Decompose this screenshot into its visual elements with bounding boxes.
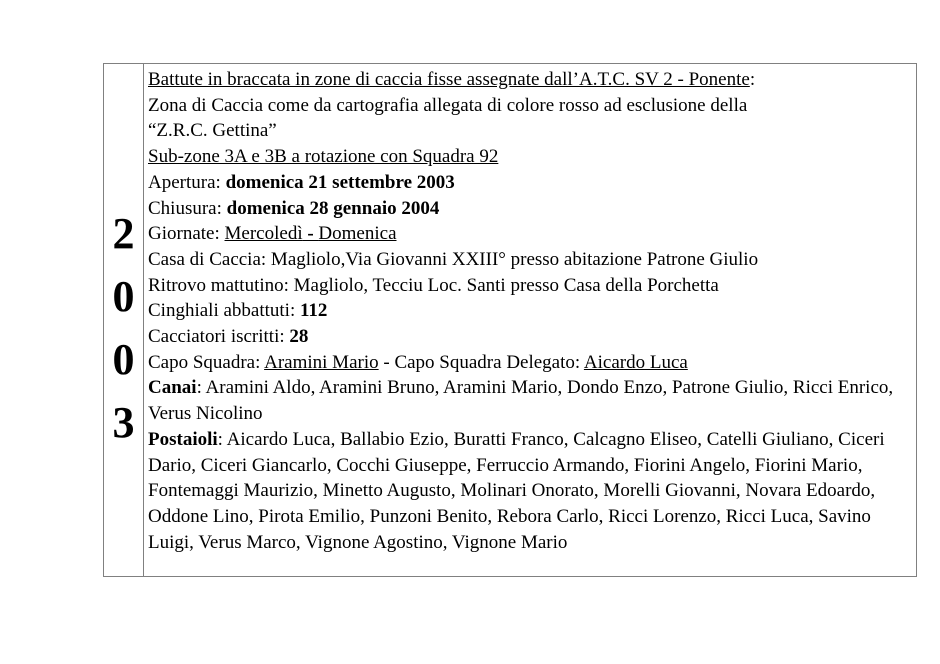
year-digit: 2 xyxy=(112,209,135,258)
hunters-line xyxy=(148,324,912,350)
zone-description: Zona di Caccia come da cartografia allegata di colore rosso ad esclusione della xyxy=(148,94,748,116)
closing-line xyxy=(148,196,912,222)
boars-count: 112 xyxy=(299,300,328,322)
subzones-line xyxy=(148,144,912,170)
hunters-count: 28 xyxy=(289,326,309,348)
zone-exclusion: “Z.R.C. Gettina” xyxy=(148,120,277,142)
day-2: Domenica xyxy=(318,223,397,245)
boars-line xyxy=(148,298,912,324)
postaioli-list: : Aicardo Luca, Ballabio Ezio, Buratti Franco, Calcagno Eliseo, Catelli Giuliano, Ciceri Dario, Ciceri Giancarlo, Cocchi Giuseppe, Ferruccio Armando, Fiorini Angelo, Fiorini Mario, Fontemaggi Maurizio, Minetto Augusto, Molinari Onorato, Morelli Giovanni, Novara Edoardo, Oddone Lino, Pirota Emilio, Punzoni Benito, Rebora Carlo, Ricci Lorenzo, Ricci Luca, Savino Luigi, Verus Marco, Vignone Agostino, Vignone Mario xyxy=(148,428,885,553)
season-table xyxy=(103,63,917,577)
postaioli-label: Postaioli xyxy=(148,428,218,450)
delegate-name: Aicardo Luca xyxy=(583,351,688,373)
day-1: Mercoledì xyxy=(224,223,303,245)
year-digit: 3 xyxy=(112,398,135,447)
days-label: Giornate: xyxy=(148,223,225,245)
opening-label: Apertura: xyxy=(148,171,226,193)
canai-list: : Aramini Aldo, Aramini Bruno, Aramini Mario, Dondo Enzo, Patrone Giulio, Ricci Enrico, Verus Nicolino xyxy=(148,377,894,425)
year-digit: 0 xyxy=(112,335,135,384)
canai-label: Canai xyxy=(148,377,197,399)
subzones: Sub-zone 3A e 3B a rotazione con Squadra 92 xyxy=(148,146,499,168)
year-digit: 0 xyxy=(112,272,135,321)
delegate-label: - Capo Squadra Delegato: xyxy=(378,351,584,373)
leader-label: Capo Squadra: xyxy=(148,351,265,373)
postaioli-paragraph xyxy=(148,427,912,556)
meeting-line: Ritrovo mattutino: Magliolo, Tecciu Loc. Santi presso Casa della Porchetta xyxy=(148,274,719,296)
year-column xyxy=(104,64,144,576)
leaders-line xyxy=(148,350,912,376)
closing-label: Chiusura: xyxy=(148,197,227,219)
boars-label: Cinghiali abbattuti: xyxy=(148,300,300,322)
lodge-line: Casa di Caccia: Magliolo,Via Giovanni XXIII° presso abitazione Patrone Giulio xyxy=(148,248,759,270)
zone-title-line xyxy=(148,67,912,93)
season-details xyxy=(148,67,912,555)
hunters-label: Cacciatori iscritti: xyxy=(148,326,290,348)
days-line xyxy=(148,221,912,247)
zone-title-suffix: : xyxy=(749,69,756,90)
canai-paragraph xyxy=(148,375,912,426)
zone-title: Battute in braccata in zone di caccia fisse assegnate dall’A.T.C. SV 2 - Ponente xyxy=(148,69,750,90)
days-separator: - xyxy=(302,223,319,245)
leader-name: Aramini Mario xyxy=(264,351,379,373)
opening-line xyxy=(148,170,912,196)
closing-date: domenica 28 gennaio 2004 xyxy=(226,197,440,219)
opening-date: domenica 21 settembre 2003 xyxy=(225,171,455,193)
